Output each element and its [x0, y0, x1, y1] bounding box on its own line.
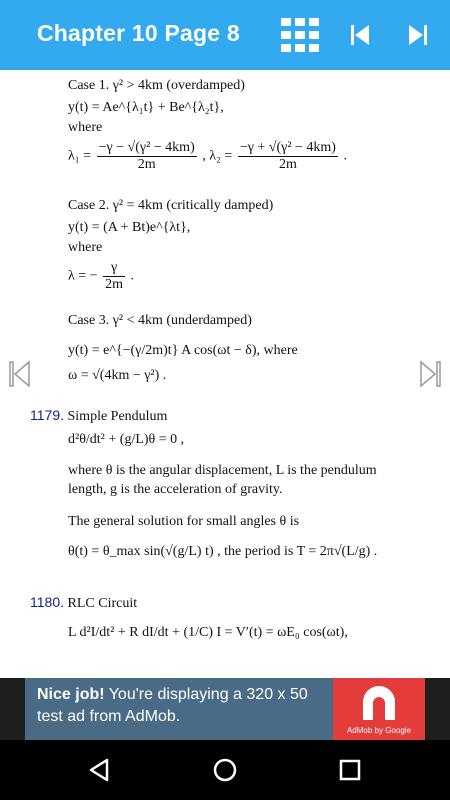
lambda1-fraction: [97, 140, 197, 173]
admob-logo[interactable]: [333, 678, 425, 740]
rlc-equation: L d²I/dt² + R dI/dt + (1/C) I = V′(t) = ωE₀ cos(ωt),: [68, 625, 348, 640]
lambda2-label: , λ₂ =: [202, 148, 233, 164]
case2-period: .: [130, 268, 134, 284]
ad-content[interactable]: [25, 678, 425, 740]
lambda2-fraction: [238, 140, 338, 173]
pendulum-description-1: where θ is the angular displacement, L is the pendulum: [68, 463, 377, 478]
problem-number-1179: 1179.: [30, 407, 64, 423]
pendulum-title: Simple Pendulum: [67, 409, 168, 424]
ad-banner[interactable]: [0, 678, 450, 740]
case1-lambdas: [68, 140, 347, 173]
app-bar: [0, 0, 450, 70]
skip-next-icon: [408, 24, 428, 46]
pendulum-description-2: length, g is the acceleration of gravity.: [68, 482, 283, 497]
case1-equation: y(t) = Ae^{λ₁t} + Be^{λ₂t},: [68, 100, 224, 115]
skip-previous-icon: [350, 24, 370, 46]
lambda1-denominator: 2m: [137, 157, 156, 172]
ad-body: You're displaying a 320 x 50 test ad from AdMob.: [37, 686, 308, 725]
nav-home-button[interactable]: [210, 755, 240, 785]
nav-back-button[interactable]: [85, 755, 115, 785]
previous-page-button[interactable]: [342, 16, 378, 54]
home-circle-icon: [210, 755, 240, 785]
admob-caption: AdMob by Google: [346, 726, 412, 735]
lambda2-numerator: −γ + √(γ² − 4km): [239, 140, 336, 155]
case2-equation: y(t) = (A + Bt)e^{λt},: [68, 220, 191, 235]
page-right-icon: [418, 360, 442, 388]
ad-text[interactable]: [37, 684, 337, 728]
nav-recents-button[interactable]: [335, 755, 365, 785]
recents-square-icon: [335, 755, 365, 785]
lambda-period: .: [343, 148, 347, 164]
page-left-icon: [8, 360, 32, 388]
case2-lambda: [68, 260, 134, 293]
rlc-title: RLC Circuit: [67, 596, 138, 611]
pendulum-solution: θ(t) = θ_max sin(√(g/L) t) , the period is T = 2π√(L/g) .: [68, 544, 378, 559]
side-prev-page-button[interactable]: [8, 360, 32, 388]
lambda1-label: λ₁ =: [68, 148, 92, 164]
case3-equation: y(t) = e^{−(γ/2m)t} A cos(ωt − δ), where: [68, 343, 298, 358]
ad-headline: Nice job!: [37, 686, 105, 703]
case2-where: where: [68, 240, 103, 255]
case1-where: where: [68, 120, 103, 135]
lambda1-numerator: −γ − √(γ² − 4km): [98, 140, 195, 155]
grid-button[interactable]: [280, 16, 320, 54]
grid-icon: [281, 18, 319, 52]
admob-icon: [359, 686, 399, 722]
case2-title: Case 2. γ² = 4km (critically damped): [68, 198, 274, 213]
problem-1179: [30, 407, 167, 425]
next-page-button[interactable]: [400, 16, 436, 54]
side-next-page-button[interactable]: [418, 360, 442, 388]
case3-title: Case 3. γ² < 4km (underdamped): [68, 313, 252, 328]
page-content: [0, 70, 450, 678]
pendulum-equation: d²θ/dt² + (g/L)θ = 0 ,: [68, 432, 185, 447]
problem-1180: [30, 594, 137, 612]
case2-fraction: [103, 260, 125, 293]
lambda2-denominator: 2m: [278, 157, 297, 172]
system-nav-bar: [0, 740, 450, 800]
case2-denominator: 2m: [105, 277, 123, 292]
case1-title: Case 1. γ² > 4km (overdamped): [68, 78, 245, 93]
case2-lambda-label: λ = −: [68, 268, 98, 284]
back-triangle-icon: [85, 755, 115, 785]
case3-omega: ω = √(4km − γ²) .: [68, 368, 167, 383]
problem-number-1180: 1180.: [30, 594, 64, 610]
case2-numerator: γ: [103, 260, 125, 277]
page-title: Chapter 10 Page 8: [37, 20, 240, 46]
pendulum-general-solution-label: The general solution for small angles θ is: [68, 514, 300, 529]
